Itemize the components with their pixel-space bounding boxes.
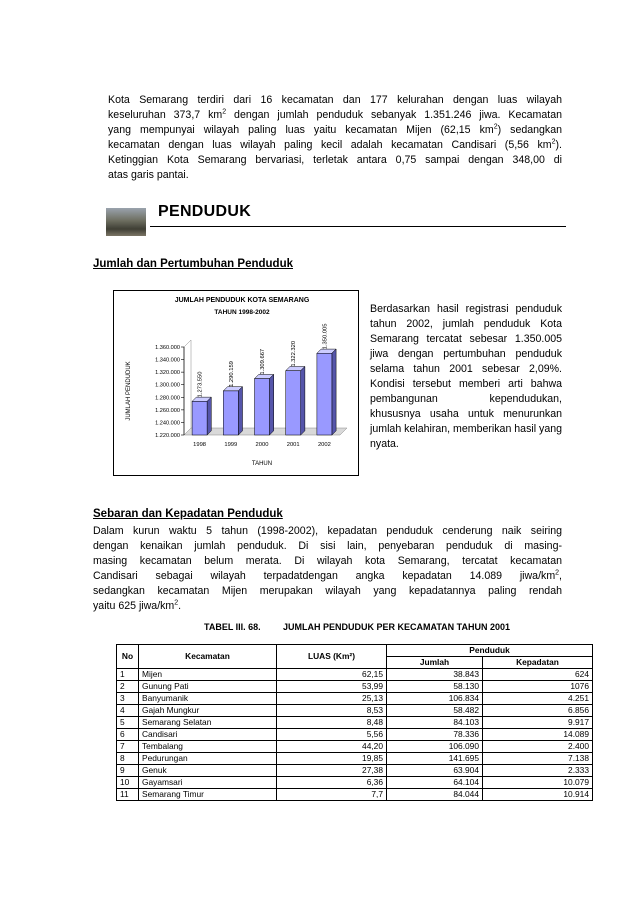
cell-no: 4 <box>117 705 139 717</box>
cell-no: 10 <box>117 777 139 789</box>
cell-kecamatan: Semarang Timur <box>139 789 277 801</box>
table-row <box>117 693 593 705</box>
table-row <box>117 705 593 717</box>
chart-svg <box>114 291 358 475</box>
cell-kepadatan: 9.917 <box>483 717 593 729</box>
table-row <box>117 765 593 777</box>
y-tick-label: 1.320.000 <box>155 370 180 377</box>
chart-subtitle: TAHUN 1998-2002 <box>214 309 270 316</box>
table-row <box>117 729 593 741</box>
cell-kecamatan: Tembalang <box>139 741 277 753</box>
table-row <box>117 681 593 693</box>
cell-jumlah: 64.104 <box>387 777 483 789</box>
intro-line: yang mempunyai wilayah paling luas yaitu kecamatan Mijen (62,15 $km^2$) sedangkan <box>108 123 563 136</box>
cell-jumlah: 84.103 <box>387 717 483 729</box>
y-tick-label: 1.340.000 <box>155 357 180 364</box>
x-tick-label: 2001 <box>286 442 300 448</box>
x-tick-label: 2000 <box>255 442 269 448</box>
population-table <box>116 644 593 801</box>
y-tick-label: 1.360.000 <box>155 345 180 351</box>
cell-kecamatan: Mijen <box>139 669 277 681</box>
cell-kecamatan: Gajah Mungkur <box>139 705 277 717</box>
cell-no: 7 <box>117 741 139 753</box>
cell-luas: 5,56 <box>277 729 387 741</box>
table-row <box>117 717 593 729</box>
y-tick-label: 1.260.000 <box>155 407 180 414</box>
table-header-row <box>117 645 593 657</box>
cell-kecamatan: Banyumanik <box>139 693 277 705</box>
table-row <box>117 669 593 681</box>
cell-luas: 44,20 <box>277 741 387 753</box>
para2-line: dengan kenaikan jumlah penduduk. Di sisi lain, penyebaran penduduk di masing- <box>93 540 562 552</box>
intro-line: atas garis pantai. <box>108 169 189 181</box>
bar-side <box>238 387 242 435</box>
cell-no: 6 <box>117 729 139 741</box>
para2-line: masing kecamatan belum merata. Di wilayah kota Semarang, tercatat kecamatan <box>93 555 562 567</box>
y-tick-label: 1.280.000 <box>155 395 180 402</box>
bar-data-label: 1.322.320 <box>291 340 298 367</box>
cell-no: 8 <box>117 753 139 765</box>
cell-jumlah: 106.090 <box>387 741 483 753</box>
bar-data-label: 1.290.159 <box>228 361 235 387</box>
table-row <box>117 741 593 753</box>
cell-no: 2 <box>117 681 139 693</box>
bar-side <box>332 349 336 435</box>
cell-kecamatan: Gayamsari <box>139 777 277 789</box>
cell-no: 3 <box>117 693 139 705</box>
intro-paragraph <box>108 93 562 183</box>
bar-side <box>207 397 211 435</box>
cell-kepadatan: 624 <box>483 669 593 681</box>
cell-jumlah: 38.843 <box>387 669 483 681</box>
cell-luas: 7,7 <box>277 789 387 801</box>
cell-jumlah: 58.130 <box>387 681 483 693</box>
cell-kecamatan: Candisari <box>139 729 277 741</box>
cell-kepadatan: 10.079 <box>483 777 593 789</box>
chart-side-wall <box>184 340 191 435</box>
side-paragraph: Berdasarkan hasil registrasi penduduk tahun 2002, jumlah penduduk Kota Semarang tercatat sebesar 1.350.005 jiwa dengan pertumbuhan penduduk selama tahun 2001 sebesar 2,09%. Kondisi tersebut memberi arti bahwa pembangunan kependudukan, khususnya usaha untuk menurunkan jumlah kelahiran, memberikan hasil yang nyata. <box>370 303 562 450</box>
cell-jumlah: 141.695 <box>387 753 483 765</box>
cell-jumlah: 63.904 <box>387 765 483 777</box>
table-row <box>117 753 593 765</box>
intro-line: Kota Semarang terdiri dari 16 kecamatan dan 177 kelurahan dengan luas wilayah <box>108 94 562 106</box>
table-caption-id: TABEL III. 68. <box>204 622 261 632</box>
y-tick-label: 1.300.000 <box>155 382 180 389</box>
bar <box>192 401 207 435</box>
cell-kepadatan: 7.138 <box>483 753 593 765</box>
para2-line: sedangkan kecamatan Mijen merupakan wilayah yang kepadatannya paling rendah <box>93 585 562 597</box>
cell-kecamatan: Pedurungan <box>139 753 277 765</box>
cell-kepadatan: 4.251 <box>483 693 593 705</box>
cell-luas: 25,13 <box>277 693 387 705</box>
population-chart <box>113 290 359 476</box>
cell-jumlah: 106.834 <box>387 693 483 705</box>
bar-data-label: 1.309.667 <box>260 348 266 375</box>
chart-ylabel: JUMLAH PENDUDUK <box>126 361 132 421</box>
bar <box>223 391 238 435</box>
cell-jumlah: 84.044 <box>387 789 483 801</box>
y-tick-label: 1.240.000 <box>155 420 180 427</box>
cell-kecamatan: Semarang Selatan <box>139 717 277 729</box>
intro-line: Ketinggian Kota Semarang bervariasi, terletak antara 0,75 sampai dengan 348,00 di <box>108 154 562 166</box>
cell-luas: 8,53 <box>277 705 387 717</box>
distribution-paragraph <box>93 524 562 614</box>
bar-side <box>301 366 305 435</box>
col-penduduk-header: Penduduk <box>387 645 593 657</box>
cell-luas: 8,48 <box>277 717 387 729</box>
col-luas-header: LUAS (Km²) <box>277 645 387 669</box>
x-tick-label: 1999 <box>224 442 238 448</box>
cell-luas: 53,99 <box>277 681 387 693</box>
table-row <box>117 777 593 789</box>
subheading-growth: Jumlah dan Pertumbuhan Penduduk <box>93 258 293 270</box>
x-tick-label: 2002 <box>317 442 331 448</box>
y-tick-label: 1.220.000 <box>155 433 180 439</box>
cell-kecamatan: Genuk <box>139 765 277 777</box>
cell-kepadatan: 1076 <box>483 681 593 693</box>
cell-kepadatan: 6.856 <box>483 705 593 717</box>
subheading-distribution: Sebaran dan Kepadatan Penduduk <box>93 508 283 520</box>
intro-line: kecamatan dengan luas wilayah paling kecil adalah kecamatan Candisari (5,56 $km^2$). <box>108 138 562 151</box>
chart-xlabel: TAHUN <box>251 461 273 467</box>
section-rule <box>150 226 566 227</box>
bar <box>317 353 332 435</box>
table-caption-title: JUMLAH PENDUDUK PER KECAMATAN TAHUN 2001 <box>283 622 511 632</box>
cell-kepadatan: 10.914 <box>483 789 593 801</box>
col-kecamatan-header: Kecamatan <box>139 645 277 669</box>
para2-line: yaitu 625 jiwa/$km^2$. <box>93 599 182 612</box>
bar-side <box>270 374 274 435</box>
x-tick-label: 1998 <box>193 442 207 448</box>
para2-line: Dalam kurun waktu 5 tahun (1998-2002), kepadatan penduduk cenderung naik seiring <box>93 525 562 537</box>
cell-kepadatan: 2.333 <box>483 765 593 777</box>
cell-luas: 19,85 <box>277 753 387 765</box>
section-title: PENDUDUK <box>158 203 252 220</box>
col-kepadatan-header: Kepadatan <box>483 657 593 669</box>
bar <box>255 379 270 435</box>
cell-luas: 27,38 <box>277 765 387 777</box>
para2-line: Candisari sebagai wilayah terpadatdengan angka kepadatan 14.089 jiwa/$km^2$, <box>93 569 562 582</box>
cell-jumlah: 78.336 <box>387 729 483 741</box>
cell-jumlah: 58.482 <box>387 705 483 717</box>
col-jumlah-header: Jumlah <box>387 657 483 669</box>
cell-kecamatan: Gunung Pati <box>139 681 277 693</box>
bar-data-label: 1.350.005 <box>322 323 329 350</box>
bar <box>286 371 301 435</box>
intro-line: keseluruhan 373,7 $km^2$ dengan jumlah penduduk sebanyak 1.351.246 jiwa. Kecamatan <box>108 108 562 121</box>
cell-no: 9 <box>117 765 139 777</box>
cell-kepadatan: 14.089 <box>483 729 593 741</box>
cell-no: 5 <box>117 717 139 729</box>
cell-no: 1 <box>117 669 139 681</box>
cell-luas: 6,36 <box>277 777 387 789</box>
col-no-header: No <box>117 645 139 669</box>
chart-title: JUMLAH PENDUDUK KOTA SEMARANG <box>174 297 310 304</box>
cell-no: 11 <box>117 789 139 801</box>
bar-data-label: 1.273.550 <box>197 371 204 398</box>
section-header <box>106 199 566 241</box>
section-photo <box>106 208 146 236</box>
cell-kepadatan: 2.400 <box>483 741 593 753</box>
cell-luas: 62,15 <box>277 669 387 681</box>
table-row <box>117 789 593 801</box>
